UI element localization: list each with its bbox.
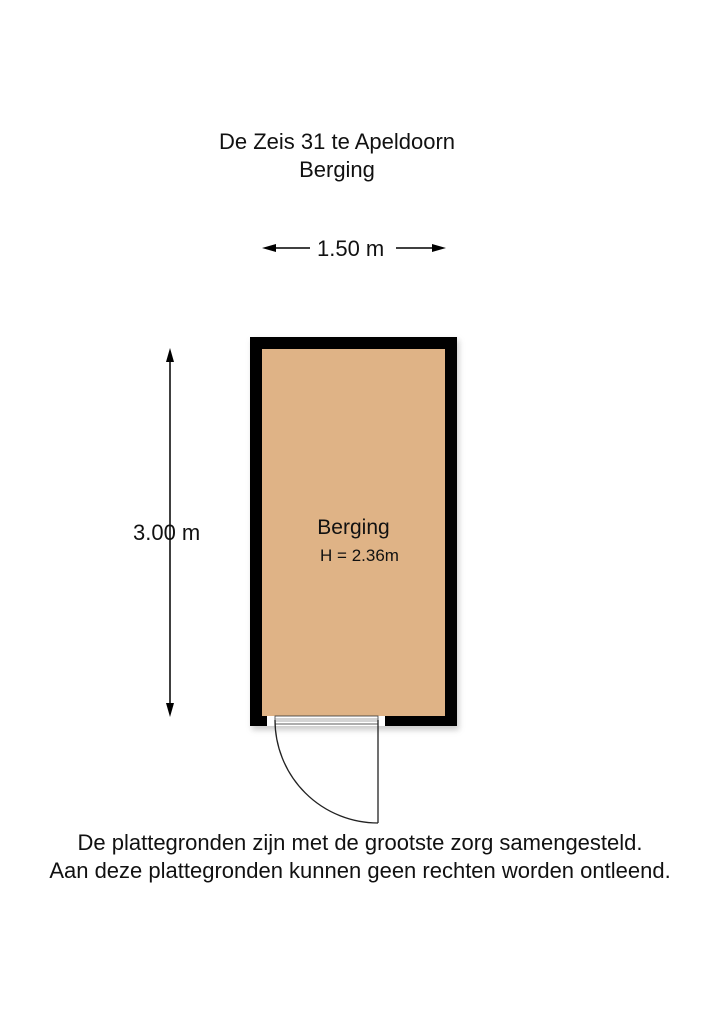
height-dimension-label: 3.00 m (133, 520, 201, 545)
disclaimer-line-2: Aan deze plattegronden kunnen geen rechten worden ontleend. (49, 858, 671, 883)
width-dimension-label: 1.50 m (317, 236, 385, 261)
room-ceiling-height: H = 2.36m (320, 546, 399, 565)
plan-title: De Zeis 31 te Apeldoorn (218, 129, 456, 154)
room-name: Berging (317, 516, 390, 539)
door (267, 716, 385, 823)
disclaimer-line-1: De plattegronden zijn met de grootste zorg samengesteld. (77, 830, 643, 855)
plan-subtitle: Berging (299, 157, 375, 182)
